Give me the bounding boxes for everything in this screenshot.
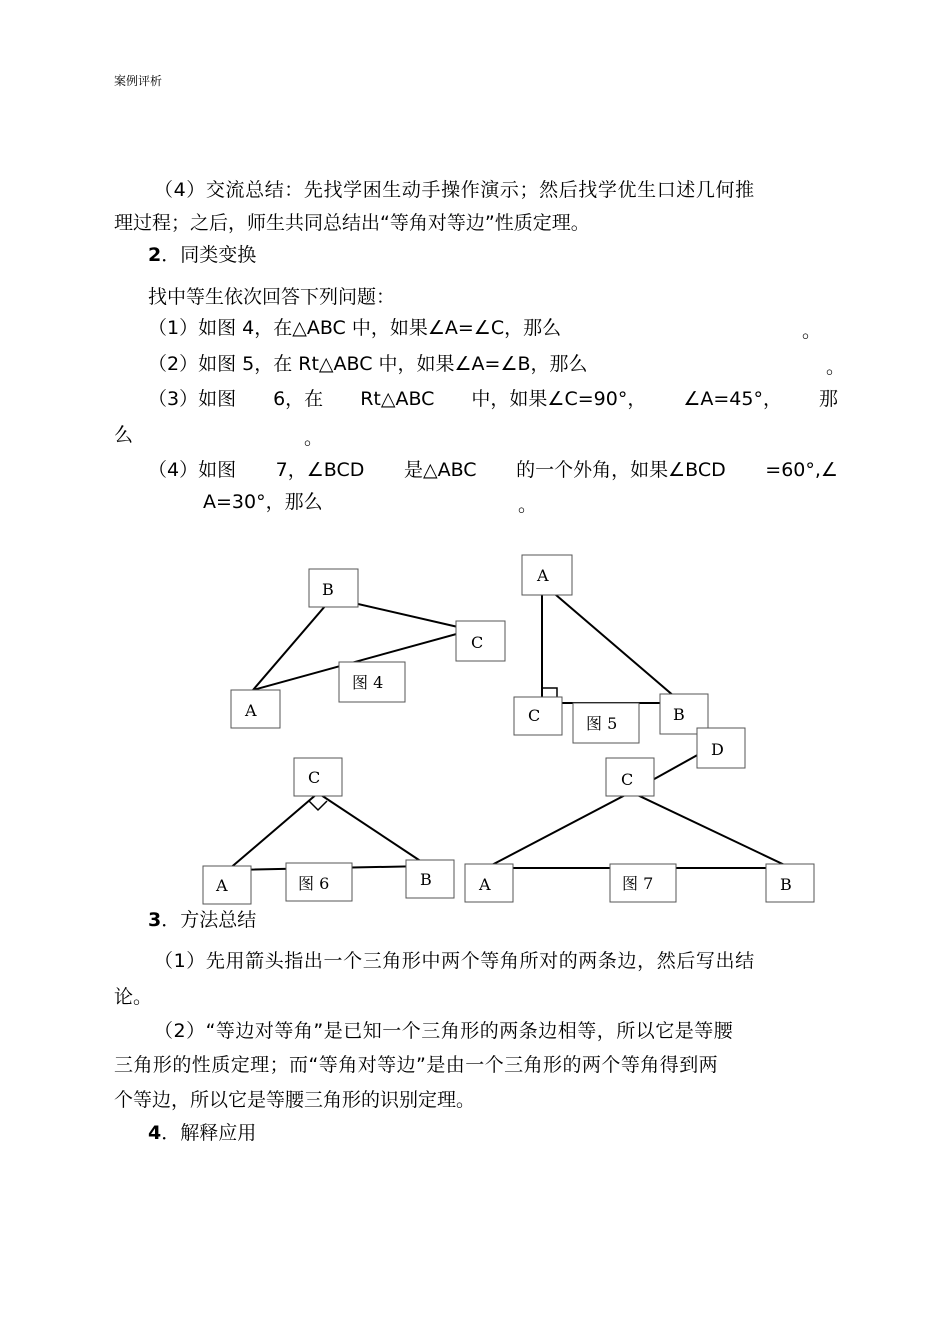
paragraph-line: 论。 [114,986,153,1008]
question-1: （1）如图 4，在△ABC 中，如果∠A=∠C，那么 [148,317,562,339]
paragraph-line: （4）交流总结：先找学困生动手操作演示；然后找学优生口述几何推 [154,179,755,201]
figure-6-right-angle [309,801,327,810]
figure-5-label-b: B [673,705,685,724]
figure-4-label-c: C [471,633,484,652]
figure-7-label-d: D [711,740,724,759]
paragraph-line: 三角形的性质定理；而“等角对等边”是由一个三角形的两个等角得到两 [114,1054,719,1076]
figure-6-label-b: B [420,870,432,889]
question-4: （4）如图 7，∠BCD 是△ABC 的一个外角，如果∠BCD =60°,∠ [148,459,838,481]
question-2: （2）如图 5，在 Rt△ABC 中，如果∠A=∠B，那么 [148,353,588,375]
section-heading-3: 3．方法总结 [148,909,257,931]
paragraph-line: （1）先用箭头指出一个三角形中两个等角所对的两条边，然后写出结 [154,950,755,972]
figure-5-label-c: C [528,706,541,725]
question-3-cont: 么 [114,424,134,446]
figure-4-label-b: B [322,580,334,599]
paragraph-line: 个等边，所以它是等腰三角形的识别定理。 [114,1089,476,1111]
section-heading-4: 4．解释应用 [148,1122,257,1144]
figure-7-label-c: C [621,770,634,789]
figure-7-label-a: A [479,875,491,894]
figure-5-triangle [542,583,682,703]
figure-5-label-a: A [537,566,549,585]
figure-7-label-b: B [780,875,792,894]
figure-6-caption: 图 6 [298,874,330,893]
figure-7-caption: 图 7 [622,874,654,893]
paragraph-line: 找中等生依次回答下列问题： [148,286,396,308]
question-3: （3）如图 6，在 Rt△ABC 中，如果∠C=90°， ∠A=45°， 那 [148,388,838,410]
question-4-cont: A=30°，那么 [203,491,323,513]
figure-4-label-a: A [245,701,257,720]
figure-7-triangle [486,792,791,868]
question-2-end: 。 [826,356,846,378]
figure-6-label-a: A [216,876,228,895]
page-header: 案例评析 [114,74,163,88]
figure-6-triangle [228,793,428,870]
paragraph-line: （2）“等边对等角”是已知一个三角形的两条边相等，所以它是等腰 [154,1020,734,1042]
paragraph-line: 理过程；之后，师生共同总结出“等角对等边”性质定理。 [114,212,590,234]
figure-5-caption: 图 5 [586,714,618,733]
figure-4-caption: 图 4 [352,673,384,692]
section-heading-2: 2．同类变换 [148,244,257,266]
question-4-end: 。 [518,494,538,516]
question-1-end: 。 [802,320,822,342]
question-3-end: 。 [304,427,324,449]
figure-6-label-c: C [308,768,321,787]
